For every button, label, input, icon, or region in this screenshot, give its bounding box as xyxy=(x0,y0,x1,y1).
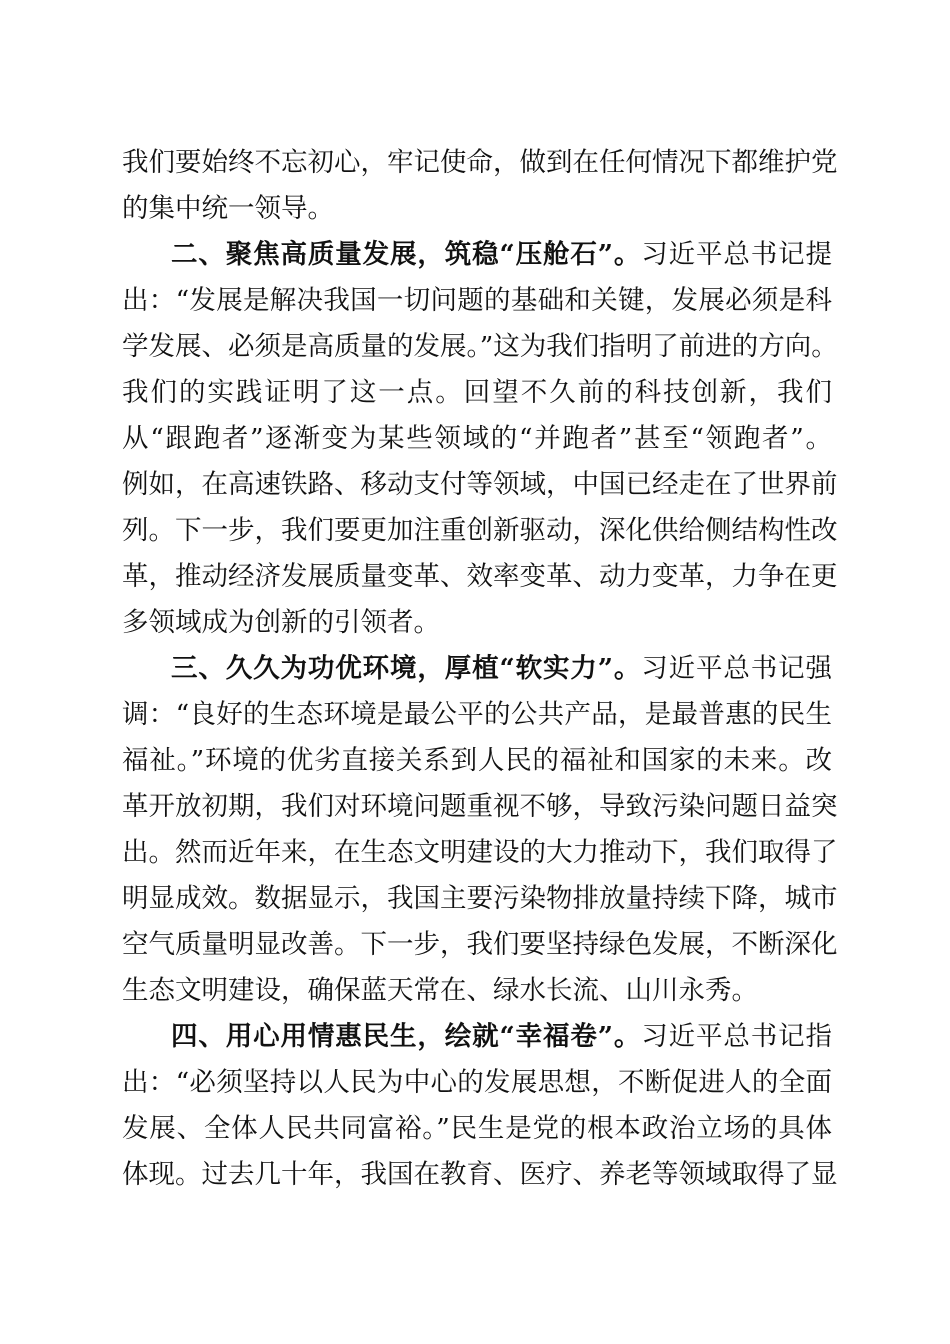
section-heading-line: 三、久久为功优环境，厚植“软实力”。习近平总书记强 xyxy=(171,653,832,684)
text-line: 出。然而近年来，在生态文明建设的大力推动下，我们取得了 xyxy=(122,837,838,868)
text-line: 从“跟跑者”逐渐变为某些领域的“并跑者”甚至“领跑者”。 xyxy=(122,423,832,454)
section-heading: 四、用心用情惠民生，绘就“幸福卷”。 xyxy=(171,1021,642,1052)
text-line: 出：“必须坚持以人民为中心的发展思想，不断促进人的全面 xyxy=(122,1067,832,1098)
text-line: 生态文明建设，确保蓝天常在、绿水长流、山川永秀。 xyxy=(122,975,758,1006)
section-heading-line: 四、用心用情惠民生，绘就“幸福卷”。习近平总书记指 xyxy=(171,1021,832,1052)
section-heading: 三、久久为功优环境，厚植“软实力”。 xyxy=(171,653,642,684)
section-heading-line: 二、聚焦高质量发展，筑稳“压舱石”。习近平总书记提 xyxy=(171,239,832,270)
section-heading: 二、聚焦高质量发展，筑稳“压舱石”。 xyxy=(171,239,642,270)
text-line: 福祉。”环境的优劣直接关系到人民的福祉和国家的未来。改 xyxy=(122,745,832,776)
text-line: 调：“良好的生态环境是最公平的公共产品，是最普惠的民生 xyxy=(122,699,832,730)
text-line: 的集中统一领导。 xyxy=(122,193,334,224)
text-line: 出：“发展是解决我国一切问题的基础和关键，发展必须是科 xyxy=(122,285,832,316)
text-line: 列。下一步，我们要更加注重创新驱动，深化供给侧结构性改 xyxy=(122,515,838,546)
text-line: 体现。过去几十年，我国在教育、医疗、养老等领域取得了显 xyxy=(122,1159,838,1190)
text-line: 空气质量明显改善。下一步，我们要坚持绿色发展，不断深化 xyxy=(122,929,838,960)
text-line: 多领域成为创新的引领者。 xyxy=(122,607,440,638)
text-line: 例如，在高速铁路、移动支付等领域，中国已经走在了世界前 xyxy=(122,469,838,500)
text-line: 革开放初期，我们对环境问题重视不够，导致污染问题日益突 xyxy=(122,791,838,822)
text-line: 学发展、必须是高质量的发展。”这为我们指明了前进的方向。 xyxy=(122,331,838,362)
text-line: 我们要始终不忘初心，牢记使命，做到在任何情况下都维护党 xyxy=(122,147,838,178)
text-line: 我们的实践证明了这一点。回望不久前的科技创新，我们 xyxy=(122,377,832,408)
text-line: 明显成效。数据显示，我国主要污染物排放量持续下降，城市 xyxy=(122,883,838,914)
text-line: 发展、全体人民共同富裕。”民生是党的根本政治立场的具体 xyxy=(122,1113,832,1144)
text-line: 革，推动经济发展质量变革、效率变革、动力变革，力争在更 xyxy=(122,561,838,592)
